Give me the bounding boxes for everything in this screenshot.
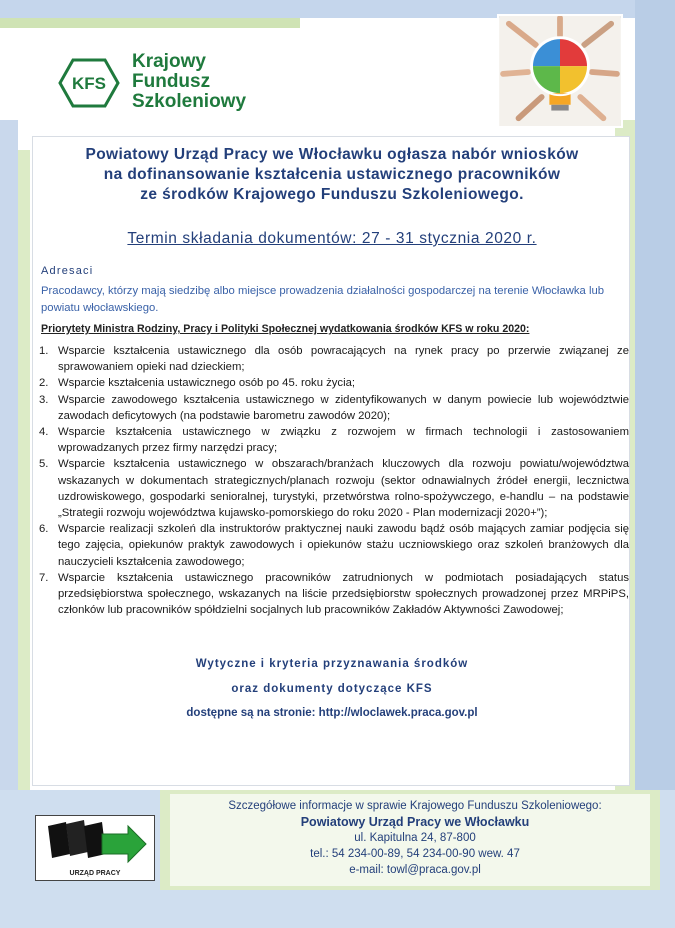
priority-item <box>39 456 629 521</box>
contact-address: ul. Kapitulna 24, 87-800 <box>354 832 476 844</box>
announcement-title-line-1: Powiatowy Urząd Pracy we Włocławku ogłasza nabór wniosków <box>85 146 579 163</box>
kfs-badge-icon <box>58 58 120 108</box>
priority-text: Wsparcie kształcenia ustawicznego w związku z rozwojem w firmach technologii i zastosowaniem wprowadzanych przez firmy narzędzi pracy; <box>58 426 629 455</box>
kfs-full-name <box>132 52 246 112</box>
kfs-name-line-1: Krajowy <box>132 51 206 72</box>
priorities-list <box>39 343 629 618</box>
priority-item <box>39 375 629 391</box>
kfs-name-line-2: Fundusz <box>132 71 211 92</box>
priority-number: 6. <box>39 523 49 536</box>
priorities-heading: Priorytety Ministra Rodziny, Pracy i Polityki Społecznej wydatkowania środków KFS w roku 2020: <box>41 323 530 335</box>
recipients-text: Pracodawcy, którzy mają siedzibę albo miejsce prowadzenia działalności gospodarczej na terenie Włocławka lub powiatu włocławskiego. <box>41 285 605 314</box>
left-blue-band <box>0 120 18 900</box>
priority-item <box>39 570 629 619</box>
announcement-panel <box>32 136 630 786</box>
urzad-pracy-label: URZĄD PRACY <box>69 870 121 877</box>
priority-number: 3. <box>39 393 49 406</box>
guidelines-line-1: Wytyczne i kryteria przyznawania środków <box>195 658 469 670</box>
priority-number: 1. <box>39 345 49 357</box>
priority-number: 2. <box>39 377 49 390</box>
puzzle-lightbulb-image <box>497 14 623 128</box>
top-green-band <box>0 18 300 28</box>
priority-text: Wsparcie kształcenia ustawicznego pracowników zatrudnionych w podmiotach posiadających status przedsiębiorstwa społecznego, wskazanych na liście przedsiębiorstw społecznych prowadzonej przez MRPiPS, członków lub pracowników spółdzielni socjalnych lub pracowników Zakładów Aktywności Zawodowej; <box>58 571 629 617</box>
contact-intro: Szczegółowe informacje w sprawie Krajowego Funduszu Szkoleniowego: <box>228 800 602 812</box>
left-green-band <box>18 150 30 790</box>
contact-phone: tel.: 54 234-00-89, 54 234-00-90 wew. 47 <box>310 848 520 860</box>
kfs-badge-text: KFS <box>72 74 106 93</box>
priority-item <box>39 343 629 375</box>
priority-text: Wsparcie kształcenia ustawicznego dla osób powracających na rynek pracy po przerwie związanej ze sprawowaniem opieki nad dzieckiem; <box>58 345 629 374</box>
announcement-title-line-2: na dofinansowanie kształcenia ustawicznego pracowników <box>103 166 561 183</box>
kfs-name-line-3: Szkoleniowy <box>132 91 247 112</box>
priority-text: Wsparcie realizacji szkoleń dla instruktorów praktycznej nauki zawodu bądź osób mających zamiar podjęcia się tego zajęcia, opiekunów praktyk zawodowych i opiekunów stażu uczniowskiego oraz szkoleń branżowych dla nauczycieli kształcenia zawodowego; <box>58 523 629 568</box>
submission-deadline: Termin składania dokumentów: 27 - 31 stycznia 2020 r. <box>127 230 537 247</box>
guidelines-line-2: oraz dokumenty dotyczące KFS <box>231 683 433 695</box>
priority-text: Wsparcie zawodowego kształcenia ustawicznego w zidentyfikowanych w danym powiecie lub województwie zawodach deficytowych (na podstawie barometru zawodów 2020); <box>58 393 629 422</box>
recipients-heading: Adresaci <box>41 265 94 277</box>
priority-item <box>39 424 629 456</box>
priority-item <box>39 521 629 570</box>
guidelines-website-line: dostępne są na stronie: http://wloclawek.praca.gov.pl <box>186 707 478 719</box>
urzad-pracy-logo-icon <box>36 818 154 868</box>
priority-item <box>39 392 629 424</box>
announcement-title-line-3: ze środków Krajowego Funduszu Szkoleniowego. <box>140 186 524 203</box>
contact-email: e-mail: towl@praca.gov.pl <box>349 864 481 876</box>
right-blue-band <box>635 0 675 928</box>
contact-organization: Powiatowy Urząd Pracy we Włocławku <box>300 815 530 829</box>
priority-text: Wsparcie kształcenia ustawicznego w obszarach/branżach kluczowych dla rozwoju powiatu/województwa wskazanych w dokumentach strategicznych/planach rozwoju (sektor odnawialnych źródeł energii, lecznictwa uzdrowiskowego, gospodarki senioralnej, turystyki, przetwórstwa rolno-spożywczego, e-handlu – na podstawie „Strategii rozwoju województwa kujawsko-pomorskiego do roku 2020 - Plan modernizacji 2020+”); <box>58 458 629 520</box>
contact-info <box>190 798 640 878</box>
urzad-pracy-logo <box>35 815 155 881</box>
priority-text: Wsparcie kształcenia ustawicznego osób po 45. roku życia; <box>58 377 356 390</box>
priority-number: 4. <box>39 426 49 439</box>
priority-number: 5. <box>39 458 49 471</box>
kfs-logo <box>58 52 258 114</box>
priority-number: 7. <box>39 571 49 584</box>
